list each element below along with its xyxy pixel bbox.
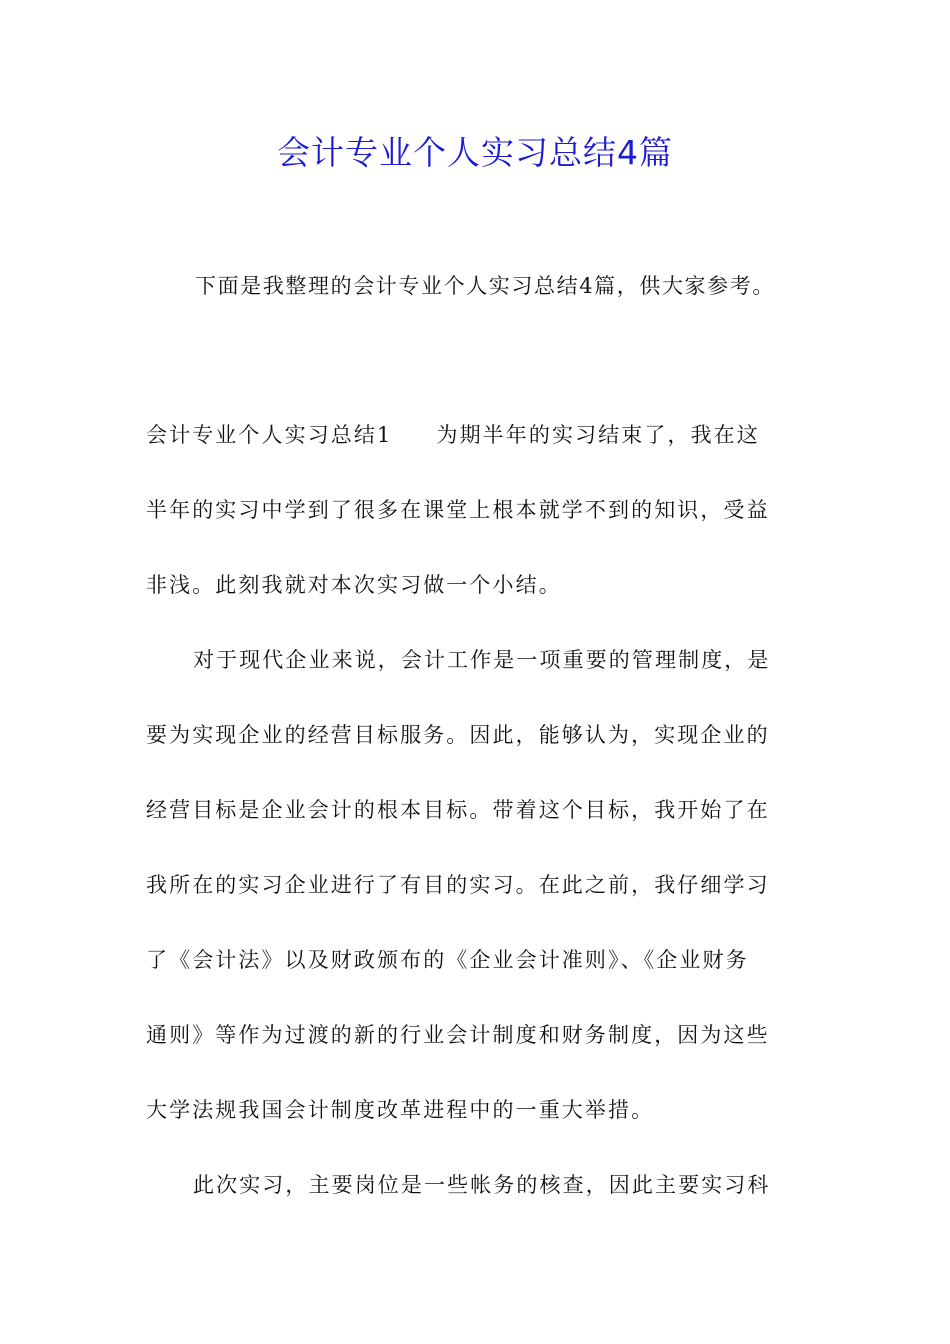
body-line: 非浅。此刻我就对本次实习做一个小结。 [146,573,562,597]
document-title: 会计专业个人实习总结4篇 [277,133,673,172]
body-line: 经营目标是企业会计的根本目标。带着这个目标，我开始了在 [146,798,770,822]
body-line: 了《会计法》以及财政颁布的《企业会计准则》、《企业财务 [146,948,749,972]
body-line: 要为实现企业的经营目标服务。因此，能够认为，实现企业的 [146,723,770,747]
section-heading: 会计专业个人实习总结1 [146,423,393,447]
intro-paragraph: 下面是我整理的会计专业个人实习总结4篇，供大家参考。 [195,274,775,298]
body-line: 半年的实习中学到了很多在课堂上根本就学不到的知识，受益 [146,498,770,522]
document-body [146,420,804,1245]
body-line: 通则》等作为过渡的新的行业会计制度和财务制度，因为这些 [146,1023,770,1047]
body-line: 对于现代企业来说，会计工作是一项重要的管理制度，是 [193,648,771,672]
line-text: 为期半年的实习结束了，我在这 [436,423,760,447]
body-line: 大学法规我国会计制度改革进程中的一重大举措。 [146,1098,655,1122]
body-line [146,420,804,495]
body-line: 我所在的实习企业进行了有目的实习。在此之前，我仔细学习 [146,873,770,897]
body-line: 此次实习，主要岗位是一些帐务的核查，因此主要实习科 [193,1173,771,1197]
